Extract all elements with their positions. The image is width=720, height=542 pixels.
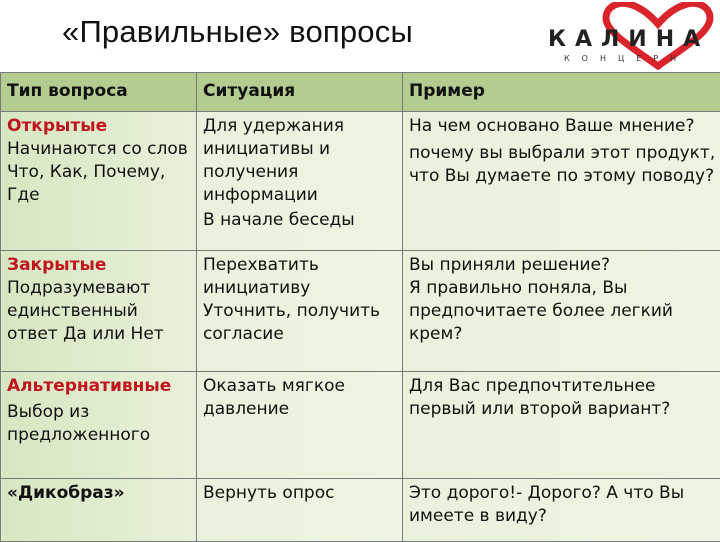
page-title: «Правильные» вопросы (62, 14, 413, 50)
table-row (1, 372, 720, 479)
type-description: Выбор из предложенного (7, 401, 193, 447)
situation-text: Уточнить, получить согласие (203, 300, 399, 346)
type-name: Открытые (7, 115, 193, 138)
example-text: На чем основано Ваше мнение? (409, 115, 717, 138)
company-logo (548, 2, 720, 72)
type-cell (1, 479, 197, 542)
situation-text: В начале беседы (203, 209, 399, 232)
example-cell (403, 251, 720, 372)
type-name: Закрытые (7, 254, 193, 277)
table-row (1, 112, 720, 251)
situation-cell (197, 479, 403, 542)
questions-table (0, 72, 720, 542)
situation-text: Перехватить инициативу (203, 254, 399, 300)
situation-cell (197, 372, 403, 479)
example-text: почему вы выбрали этот продукт, что Вы думаете по этому поводу? (409, 142, 717, 188)
example-text: Для Вас предпочтительнее первый или второй вариант? (409, 375, 717, 421)
situation-text: Вернуть опрос (203, 482, 399, 505)
table-header-row (1, 73, 720, 112)
header-example: Пример (403, 73, 720, 112)
logo-sub-text: КОНЦЕРН (564, 54, 688, 63)
type-cell (1, 372, 197, 479)
header-situation: Ситуация (197, 73, 403, 112)
type-name: Альтернативные (7, 375, 193, 398)
situation-text: Для удержания инициативы и получения информации (203, 115, 399, 207)
type-description: Подразумевают единственный ответ Да или Нет (7, 277, 193, 346)
example-text: Я правильно поняла, Вы предпочитаете более легкий крем? (409, 277, 717, 346)
situation-text: Оказать мягкое давление (203, 375, 399, 421)
type-description: Начинаются со слов Что, Как, Почему, Где (7, 138, 193, 207)
table-row (1, 251, 720, 372)
example-cell (403, 372, 720, 479)
example-cell (403, 479, 720, 542)
type-cell (1, 251, 197, 372)
example-text: Вы приняли решение? (409, 254, 717, 277)
situation-cell (197, 251, 403, 372)
type-name: «Дикобраз» (7, 482, 193, 505)
table-row (1, 479, 720, 542)
type-cell (1, 112, 197, 251)
example-cell (403, 112, 720, 251)
header-type: Тип вопроса (1, 73, 197, 112)
logo-main-text: КАЛИНА (548, 27, 720, 52)
example-text: Это дорого!- Дорого? А что Вы имеете в виду? (409, 482, 717, 528)
situation-cell (197, 112, 403, 251)
